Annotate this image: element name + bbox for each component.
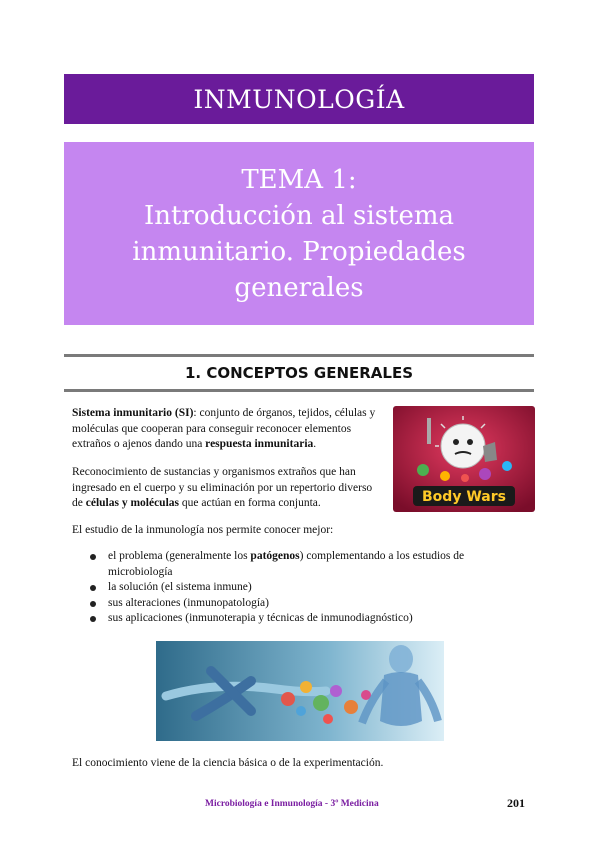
topic-line-2: Introducción al sistema [143,200,455,231]
topic-line-3: inmunitario. Propiedades [132,236,466,267]
definition-paragraph [72,406,384,453]
definition-end: . [313,438,317,450]
study-intro: El estudio de la inmunología nos permite conocer mejor: [72,524,334,536]
list-item [88,549,528,580]
list-item [88,596,528,612]
body-wars-label: Body Wars [422,489,506,505]
list-text: sus alteraciones (inmunopatología) [108,596,269,609]
topic-line-4: generales [234,272,364,303]
term-pathogens: patógenos [250,550,300,562]
term-immune-system: Sistema inmunitario (SI) [72,407,194,419]
page-number: 201 [507,796,525,810]
recognition-paragraph [72,465,384,512]
topic-line-1: TEMA 1: [241,164,357,195]
bullet-icon [90,616,96,622]
bullet-icon [90,601,96,607]
knowledge-paragraph: El conocimiento viene de la ciencia básica o de la experimentación. [72,757,384,769]
list-item [88,580,528,596]
immune-system-image [156,641,444,741]
list-text: ) complementando a los estudios de microbiología [108,550,465,578]
list-text: sus aplicaciones (inmunoterapia y técnicas de inmunodiagnóstico) [108,612,413,624]
subject-banner [64,74,534,124]
study-list [88,549,528,627]
term-cells-molecules: células y moléculas [85,497,180,509]
body-wars-image [393,406,535,512]
bullet-icon [90,585,96,591]
recognition-text: Reconocimiento de sustancias y organismos extraños que han ingresado en el cuerpo y su eliminación por un repertorio diverso de [72,466,373,509]
bullet-icon [90,554,96,560]
subject-title: INMUNOLOGÍA [193,84,405,114]
footer-course: Microbiología e Inmunología - 3º Medicina [205,799,379,809]
body-wars-illustration [393,406,535,512]
section-title: 1. CONCEPTOS GENERALES [184,364,414,382]
recognition-end: que actúan en forma conjunta. [179,497,321,509]
immune-system-illustration [156,641,444,741]
definition-text: : conjunto de órganos, tejidos, células y moléculas que cooperan para conseguir reconocer elementos extraños o ajenos dando una [72,407,376,450]
term-immune-response: respuesta inmunitaria [205,438,314,450]
list-text: la solución (el sistema inmune) [108,581,252,593]
section-heading [64,354,534,392]
list-item [88,611,528,627]
list-text: el problema (generalmente los [108,550,251,562]
topic-box [64,142,534,325]
